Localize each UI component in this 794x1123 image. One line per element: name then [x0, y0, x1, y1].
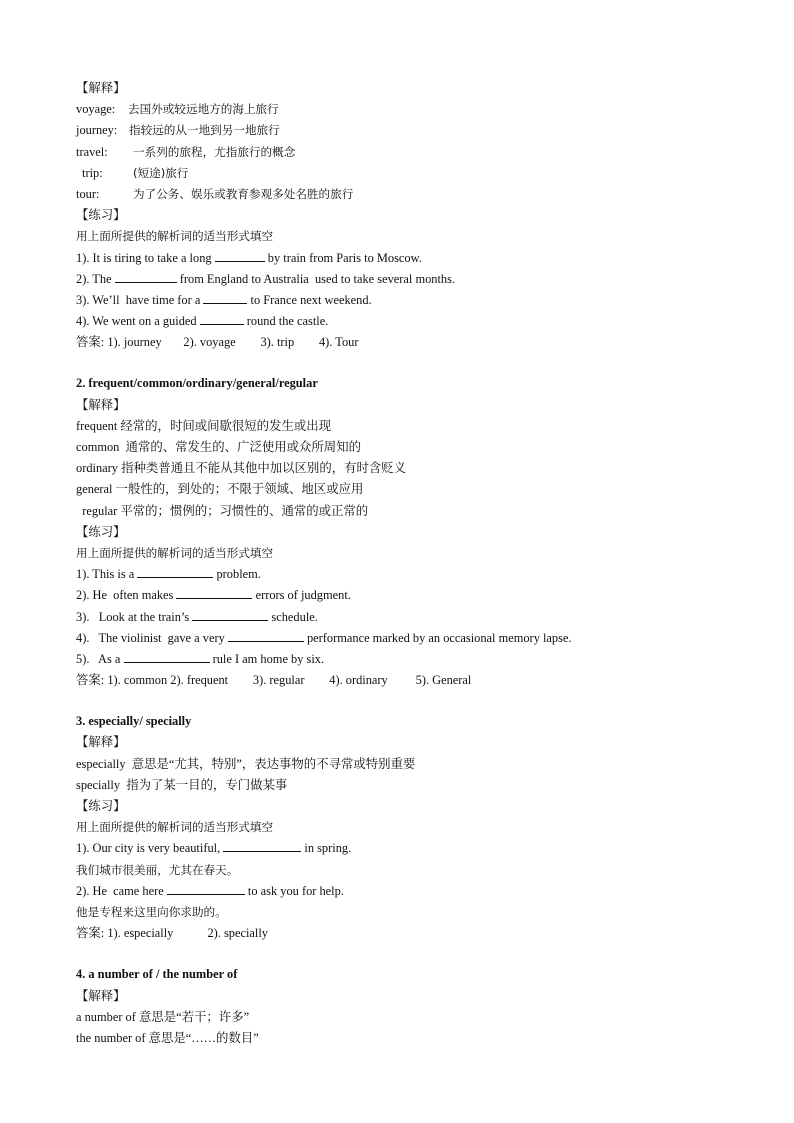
fill-blank[interactable]	[215, 248, 265, 262]
question-line: 3). We’ll have time for a to France next weekend.	[76, 290, 716, 311]
practice-label: 【练习】	[76, 799, 126, 813]
explain-label: 【解释】	[76, 397, 126, 412]
definition-line: journey: 指较远的从一地到另一地旅行	[76, 123, 280, 138]
explain-label: 【解释】	[76, 81, 126, 95]
fill-blank[interactable]	[192, 607, 268, 621]
fill-blank[interactable]	[167, 881, 245, 895]
instruction: 用上面所提供的解析词的适当形式填空	[76, 229, 274, 244]
fill-blank[interactable]	[124, 649, 210, 663]
definition-line: a number of 意思是“若干；许多”	[76, 1009, 250, 1024]
translation-line: 他是专程来这里向你求助的。	[76, 904, 227, 919]
explain-label: 【解释】	[76, 735, 126, 750]
answer-line: 答案: 1). journey 2). voyage 3). trip 4). Tour	[76, 335, 359, 350]
question-line: 1). This is a problem.	[76, 564, 716, 585]
answer-line: 答案: 1). especially 2). specially	[76, 926, 269, 941]
question-line: 2). He came here to ask you for help.	[76, 881, 716, 902]
question-line: 2). The from England to Australia used to take several months.	[76, 269, 716, 290]
definition-line: regular 平常的；惯例的；习惯性的、通常的或正常的	[76, 503, 369, 518]
instruction: 用上面所提供的解析词的适当形式填空	[76, 545, 274, 560]
definition-line: specially 指为了某一目的，专门做某事	[76, 777, 288, 792]
fill-blank[interactable]	[223, 838, 301, 852]
question-line: 2). He often makes errors of judgment.	[76, 585, 716, 606]
question-line: 1). It is tiring to take a long by train from Paris to Moscow.	[76, 248, 716, 269]
answer-line: 答案: 1). common 2). frequent 3). regular 4). ordinary 5). General	[76, 673, 472, 688]
fill-blank[interactable]	[203, 290, 247, 304]
definition-line: tour: 为了公务、娱乐或教育参观多处名胜的旅行	[76, 186, 354, 201]
definition-line: travel: 一系列的旅程，尤指旅行的概念	[76, 144, 296, 159]
fill-blank[interactable]	[176, 585, 252, 599]
question-line: 3). Look at the train’s schedule.	[76, 607, 716, 628]
question-line: 4). The violinist gave a very performance marked by an occasional memory lapse.	[76, 628, 716, 649]
section-title: 2. frequent/common/ordinary/general/regular	[76, 376, 318, 391]
definition-line: common 通常的、常发生的、广泛使用或众所周知的	[76, 440, 361, 454]
explain-label: 【解释】	[76, 988, 126, 1003]
fill-blank[interactable]	[137, 564, 213, 578]
definition-line: trip: (短途)旅行	[82, 165, 189, 180]
definition-line: general 一般性的，到处的；不限于领域、地区或应用	[76, 482, 364, 497]
document-page	[76, 78, 716, 1049]
definition-line: voyage: 去国外或较远地方的海上旅行	[76, 102, 279, 117]
definition-line: frequent 经常的，时间或间歇很短的发生或出现	[76, 418, 332, 433]
practice-label: 【练习】	[76, 208, 126, 223]
fill-blank[interactable]	[115, 269, 177, 283]
section-title: 3. especially/ specially	[76, 714, 192, 729]
section-title: 4. a number of / the number of	[76, 967, 238, 982]
question-line: 5). As a rule I am home by six.	[76, 649, 716, 670]
fill-blank[interactable]	[200, 311, 244, 325]
instruction: 用上面所提供的解析词的适当形式填空	[76, 820, 274, 835]
definition-line: especially 意思是“尤其，特别”，表达事物的不寻常或特别重要	[76, 756, 416, 771]
question-line: 1). Our city is very beautiful, in spring.	[76, 838, 716, 859]
translation-line: 我们城市很美丽，尤其在春天。	[76, 862, 239, 877]
question-line: 4). We went on a guided round the castle.	[76, 311, 716, 332]
fill-blank[interactable]	[228, 628, 304, 642]
definition-line: ordinary 指种类普通且不能从其他中加以区别的，有时含贬义	[76, 461, 407, 476]
practice-label: 【练习】	[76, 524, 126, 539]
definition-line: the number of 意思是“……的数目”	[76, 1030, 259, 1045]
